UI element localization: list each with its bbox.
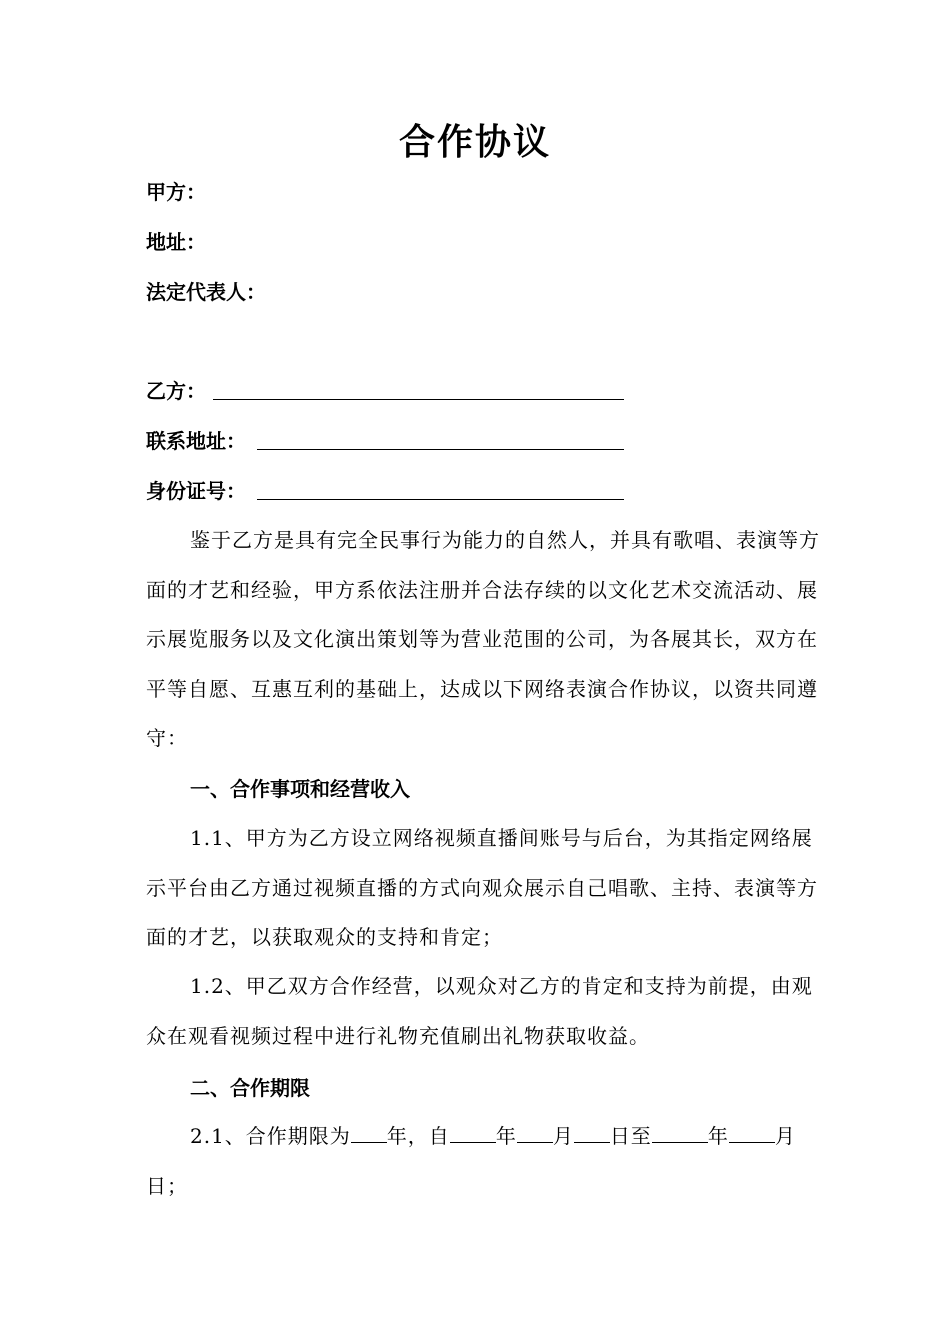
- clause-1-1: 1.1、甲方为乙方设立网络视频直播间账号与后台，为其指定网络展示平台由乙方通过视频直播的方式向观众展示自己唱歌、主持、表演等方面的才艺，以获取观众的支持和肯定；: [146, 826, 818, 949]
- clause-2-1-part1: 2.1、合作期限为: [190, 1124, 351, 1148]
- clause-2-1-start-year-blank: [450, 1124, 496, 1143]
- party-a-label: 甲方：: [146, 180, 206, 204]
- party-a-rep-label: 法定代表人：: [146, 280, 266, 304]
- clause-2-1-part7: 月: [774, 1124, 796, 1148]
- section2-heading: 二、合作期限: [190, 1076, 310, 1100]
- party-b-label: 乙方：: [146, 379, 206, 403]
- party-b-contact-field: [146, 427, 246, 455]
- party-a-field: [146, 178, 206, 206]
- party-b-contact-blank-line: [257, 449, 624, 450]
- party-b-id-label: 身份证号：: [146, 479, 246, 503]
- clause-2-1-part3: 年: [495, 1124, 517, 1148]
- party-b-id-field: [146, 477, 246, 505]
- document-title: 合作协议: [398, 121, 551, 163]
- clause-1-2: 1.2、甲乙双方合作经营，以观众对乙方的肯定和支持为前提，由观众在观看视频过程中进行礼物充值刷出礼物获取收益。: [146, 974, 813, 1048]
- clause-2-1: [146, 1112, 826, 1211]
- clause-2-1-part5: 日至: [609, 1124, 652, 1148]
- party-b-contact-label: 联系地址：: [146, 429, 246, 453]
- clause-2-1-part8: 日；: [146, 1173, 188, 1198]
- clause-2-1-start-day-blank: [574, 1124, 610, 1143]
- party-b-blank-line: [213, 399, 624, 400]
- party-b-field: [146, 377, 206, 405]
- clause-2-1-years-blank: [351, 1124, 387, 1143]
- clause-2-1-part4: 月: [552, 1124, 574, 1148]
- clause-2-1-start-month-blank: [517, 1124, 553, 1143]
- clause-2-1-part2: 年，自: [386, 1124, 450, 1148]
- clause-2-1-end-year-blank: [652, 1124, 708, 1143]
- section1-heading: 一、合作事项和经营收入: [190, 777, 410, 801]
- party-a-address-field: [146, 228, 206, 256]
- clause-2-1-part6: 年: [707, 1124, 729, 1148]
- clause-2-1-end-month-blank: [729, 1124, 775, 1143]
- party-a-address-label: 地址：: [146, 230, 206, 254]
- party-a-rep-field: [146, 278, 266, 306]
- preamble-paragraph: 鉴于乙方是具有完全民事行为能力的自然人，并具有歌唱、表演等方面的才艺和经验，甲方系依法注册并合法存续的以文化艺术交流活动、展示展览服务以及文化演出策划等为营业范围的公司，为各展其长，双方在平等自愿、互惠互利的基础上，达成以下网络表演合作协议，以资共同遵守：: [146, 528, 820, 750]
- party-b-id-blank-line: [257, 499, 624, 500]
